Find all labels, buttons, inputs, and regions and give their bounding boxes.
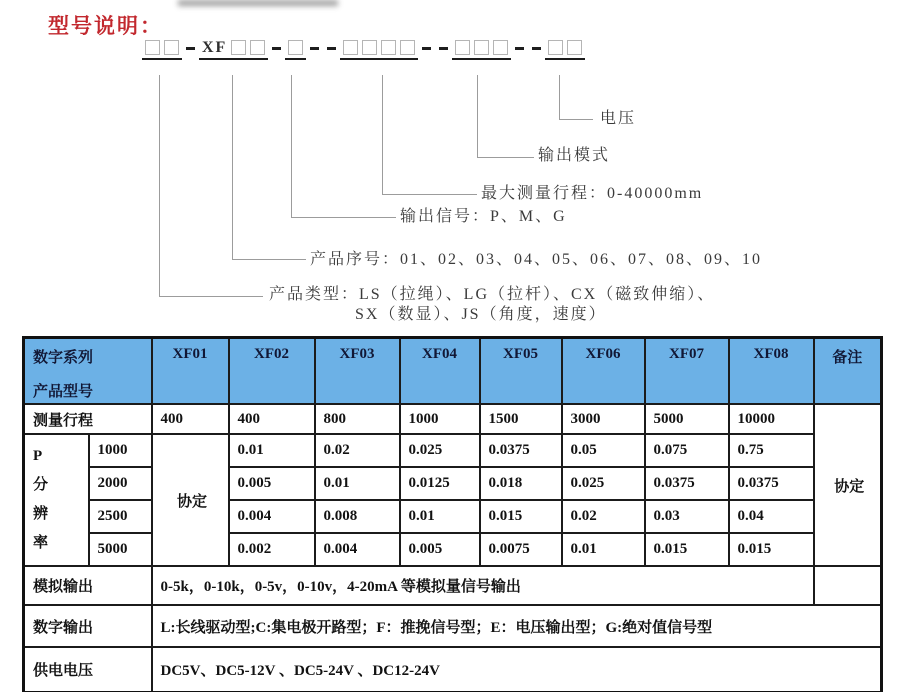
resolution-value: 0.0375 (729, 467, 814, 500)
header-model-xf03: XF03 (315, 338, 400, 405)
header-remark: 备注 (814, 338, 882, 405)
resolution-value: 0.75 (729, 434, 814, 467)
code-group-serial (285, 40, 306, 60)
power-supply-label: 供电电压 (24, 647, 152, 692)
resolution-value: 0.015 (645, 533, 729, 566)
dash-separator (272, 47, 281, 50)
code-box (250, 40, 265, 55)
connector-v-voltage (559, 75, 560, 120)
label-max-travel: 最大测量行程：0-40000mm (481, 185, 704, 202)
resolution-label: 2500 (89, 500, 152, 533)
dash-separator (439, 47, 448, 50)
digital-output-label: 数字输出 (24, 605, 152, 647)
power-supply-row (24, 647, 882, 692)
resolution-value: 0.01 (562, 533, 645, 566)
travel-value: 1500 (480, 404, 562, 434)
code-box (548, 40, 563, 55)
resolution-value: 0.05 (562, 434, 645, 467)
code-box (288, 40, 303, 55)
resolution-value: 0.002 (229, 533, 315, 566)
remark-agreement-cell: 协定 (814, 404, 882, 566)
resolution-value: 0.005 (400, 533, 480, 566)
code-box (400, 40, 415, 55)
resolution-value: 0.01 (229, 434, 315, 467)
label-product-type (269, 285, 715, 325)
connector-h-output-mode (477, 157, 534, 158)
resolution-char: P (33, 448, 43, 464)
travel-row (24, 404, 882, 434)
travel-value: 400 (152, 404, 229, 434)
connector-v-output-mode (477, 75, 478, 158)
dash-separator (310, 47, 319, 50)
code-box (455, 40, 470, 55)
header-model-xf05: XF05 (480, 338, 562, 405)
resolution-value: 0.02 (315, 434, 400, 467)
travel-value: 1000 (400, 404, 480, 434)
digital-output-value: L:长线驱动型;C:集电极开路型；F：推挽信号型；E：电压输出型；G:绝对值信号型 (152, 605, 882, 647)
travel-value: 400 (229, 404, 315, 434)
analog-remark-empty-cell (814, 566, 882, 605)
resolution-value: 0.0075 (480, 533, 562, 566)
code-xf-text: XF (202, 39, 228, 56)
dash-separator (422, 47, 431, 50)
label-voltage: 电压 (600, 110, 637, 127)
resolution-value: 0.01 (400, 500, 480, 533)
code-box (381, 40, 396, 55)
resolution-value: 0.025 (562, 467, 645, 500)
code-box (493, 40, 508, 55)
resolution-row-1000 (24, 434, 882, 467)
connector-v-max-travel (382, 75, 383, 195)
travel-value: 800 (315, 404, 400, 434)
table-header-row (24, 338, 882, 405)
dash-separator (186, 47, 195, 50)
page-title: 型号说明： (48, 15, 163, 38)
analog-output-label: 模拟输出 (24, 566, 152, 605)
resolution-value: 0.018 (480, 467, 562, 500)
connector-h-voltage (559, 119, 593, 120)
resolution-group-label (24, 434, 89, 566)
label-output-mode: 输出模式 (538, 147, 611, 164)
spec-table (22, 336, 883, 692)
label-product-serial: 产品序号：01、02、03、04、05、06、07、08、09、10 (310, 251, 763, 268)
header-model-xf02: XF02 (229, 338, 315, 405)
resolution-char: 率 (33, 535, 49, 551)
code-group-prefix (142, 40, 182, 60)
connector-h-product-serial (232, 259, 306, 260)
resolution-value: 0.03 (645, 500, 729, 533)
travel-value: 10000 (729, 404, 814, 434)
label-product-type-line1: 产品类型：LS（拉绳）、LG（拉杆）、CX（磁致伸缩）、 (269, 286, 716, 303)
resolution-value: 0.008 (315, 500, 400, 533)
dash-separator (532, 47, 541, 50)
travel-value: 3000 (562, 404, 645, 434)
resolution-value: 0.004 (229, 500, 315, 533)
resolution-label: 2000 (89, 467, 152, 500)
resolution-char: 分 (33, 477, 49, 493)
header-series-line1: 数字系列 (33, 350, 94, 366)
resolution-value: 0.015 (480, 500, 562, 533)
code-box (567, 40, 582, 55)
connector-h-product-type (159, 296, 263, 297)
digital-output-row (24, 605, 882, 647)
power-supply-value: DC5V、DC5-12V 、DC5-24V 、DC12-24V (152, 647, 882, 692)
analog-output-row (24, 566, 882, 605)
label-output-signal: 输出信号：P、M、G (400, 208, 567, 225)
resolution-value: 0.0125 (400, 467, 480, 500)
resolution-value: 0.015 (729, 533, 814, 566)
code-box (231, 40, 246, 55)
scan-artifact (178, 0, 338, 6)
model-code-line (142, 40, 585, 60)
connector-v-product-serial (232, 75, 233, 260)
resolution-value: 0.0375 (645, 467, 729, 500)
header-model-xf06: XF06 (562, 338, 645, 405)
header-model-xf08: XF08 (729, 338, 814, 405)
code-box (164, 40, 179, 55)
connector-h-output-signal (291, 217, 396, 218)
resolution-value: 0.075 (645, 434, 729, 467)
resolution-value: 0.01 (315, 467, 400, 500)
resolution-value: 0.04 (729, 500, 814, 533)
resolution-label: 5000 (89, 533, 152, 566)
code-group-output-mode (452, 40, 511, 60)
header-series-line2: 产品型号 (33, 384, 94, 400)
travel-value: 5000 (645, 404, 729, 434)
connector-v-output-signal (291, 75, 292, 218)
header-series-label (24, 338, 152, 405)
resolution-value: 0.0375 (480, 434, 562, 467)
travel-label: 测量行程 (24, 404, 152, 434)
resolution-value: 0.005 (229, 467, 315, 500)
resolution-value: 0.02 (562, 500, 645, 533)
dash-separator (327, 47, 336, 50)
connector-h-max-travel (382, 194, 477, 195)
code-box (362, 40, 377, 55)
analog-output-value: 0-5k，0-10k，0-5v，0-10v，4-20mA 等模拟量信号输出 (152, 566, 814, 605)
code-group-travel (340, 40, 418, 60)
resolution-char: 辨 (33, 506, 49, 522)
connector-v-product-type (159, 75, 160, 297)
resolution-value: 0.025 (400, 434, 480, 467)
code-group-xf (199, 40, 268, 60)
code-box (474, 40, 489, 55)
code-box (343, 40, 358, 55)
header-model-xf01: XF01 (152, 338, 229, 405)
dash-separator (515, 47, 524, 50)
resolution-value: 0.004 (315, 533, 400, 566)
header-model-xf07: XF07 (645, 338, 729, 405)
resolution-label: 1000 (89, 434, 152, 467)
header-model-xf04: XF04 (400, 338, 480, 405)
code-group-voltage (545, 40, 585, 60)
xf01-agreement-cell: 协定 (152, 434, 229, 566)
label-product-type-line2: SX（数显）、JS（角度，速度） (355, 306, 607, 323)
code-box (145, 40, 160, 55)
